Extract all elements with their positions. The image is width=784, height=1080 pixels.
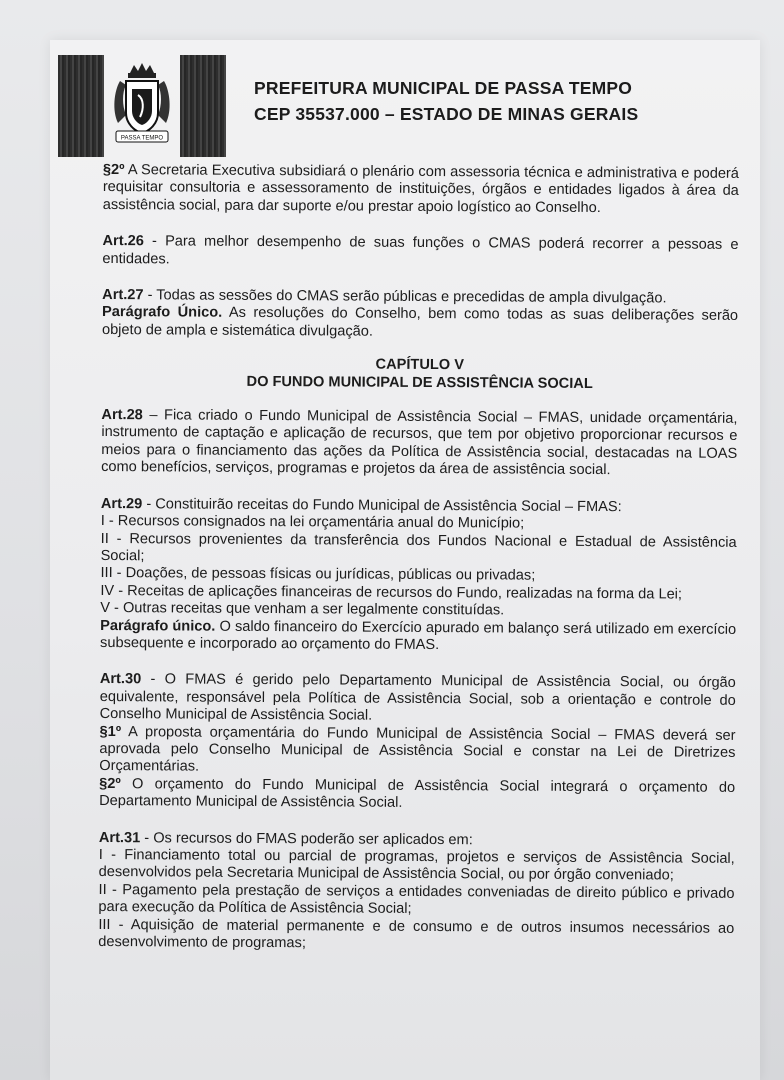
municipality-name: PREFEITURA MUNICIPAL DE PASSA TEMPO xyxy=(254,78,633,98)
article-27-paragraph xyxy=(102,304,738,343)
paragraph-sec2 xyxy=(103,162,739,218)
chapter-title: DO FUNDO MUNICIPAL DE ASSISTÊNCIA SOCIAL xyxy=(246,373,593,392)
article-text: - Todas as sessões do CMAS serão públicas e precedidas de ampla divulgação. xyxy=(143,287,667,307)
paragraph-label: Parágrafo único. xyxy=(100,617,216,635)
article-text: - Os recursos do FMAS poderão ser aplicados em: xyxy=(140,829,473,848)
letterhead-emblem xyxy=(58,55,226,157)
article-label: Art.26 xyxy=(102,233,144,250)
clause-text: A proposta orçamentária do Fundo Municipal de Assistência Social – FMAS deverá ser aprovada pelo Conselho Municipal de Assistência Social e constar na Lei de Diretrizes Orçamentárias. xyxy=(99,723,736,775)
paragraph-label: Parágrafo Único. xyxy=(102,304,223,322)
article-30 xyxy=(100,671,736,727)
letterhead xyxy=(58,55,738,160)
clause-text: A Secretaria Executiva subsidiará o plenário com assessoria técnica e administrativa e poderá requisitar consultoria e assessoramento de instituições, órgãos e entidades ligados à área da assistência social, para dar suporte e/ou prestar apoio logístico ao Conselho. xyxy=(102,162,739,216)
chapter-number: CAPÍTULO V xyxy=(375,356,465,374)
article-text: - Para melhor desempenho de suas funções o CMAS poderá recorrer a pessoas e entidades. xyxy=(102,233,739,268)
article-label: Art.31 xyxy=(98,829,141,846)
list-item: I - Financiamento total ou parcial de programas, projetos e serviços de Assistência Social, desenvolvidos pela Secretaria Municipal de Assistência Social, ou por órgão conveniado; xyxy=(98,846,735,884)
document-body xyxy=(98,162,739,955)
article-29-paragraph xyxy=(100,618,736,657)
article-28 xyxy=(101,407,737,481)
article-text: - O FMAS é gerido pelo Departamento Municipal de Assistência Social, ou órgão equivalente, responsável pela Política de Assistência Social, sob a orientação e controle do Conselho Municipal de Assistência Social. xyxy=(99,671,736,724)
article-label: Art.29 xyxy=(100,495,143,512)
article-26 xyxy=(102,233,738,272)
list-item: III - Doações, de pessoas físicas ou jurídicas, públicas ou privadas; xyxy=(100,565,536,584)
paragraph-text: O saldo financeiro do Exercício apurado em balanço será utilizado em exercício subsequente e incorporado ao orçamento do FMAS. xyxy=(100,618,737,653)
list-item: II - Recursos provenientes da transferência dos Fundos Nacional e Estadual de Assistência Social; xyxy=(100,530,737,565)
flag-stripe-right xyxy=(180,55,226,157)
list-item: III - Aquisição de material permanente e de consumo e de outros insumos necessários ao desenvolvimento de programas; xyxy=(98,916,735,952)
clause-label: §2º xyxy=(102,162,125,179)
flag-stripe-left xyxy=(58,55,104,157)
article-label: Art.27 xyxy=(102,287,144,304)
article-label: Art.30 xyxy=(99,671,142,688)
list-item: IV - Receitas de aplicações financeiras de recursos do Fundo, realizadas na forma da Lei; xyxy=(100,582,683,603)
paragraph-text: As resoluções do Conselho, bem como todas as suas deliberações serão objeto de ampla e sistemática divulgação. xyxy=(101,305,739,340)
coat-of-arms-icon xyxy=(108,61,176,151)
crest-banner-text: PASSA TEMPO xyxy=(120,135,164,142)
list-item: V - Outras receitas que venham a ser legalmente constituídas. xyxy=(100,600,505,619)
clause-label: §1º xyxy=(99,723,122,740)
postal-code-state: CEP 35537.000 – ESTADO DE MINAS GERAIS xyxy=(254,104,639,124)
article-text: – Fica criado o Fundo Municipal de Assistência Social – FMAS, unidade orçamentária, instrumento de captação e aplicação de recursos, que tem por objetivo proporcionar recursos e meios para o financiamento das ações da Política de Assistência social, destacadas na LOAS como benefícios, serviços, programas e projetos da área de assistência social. xyxy=(101,407,738,479)
article-label: Art.28 xyxy=(101,407,143,424)
clause-label: §2º xyxy=(99,775,121,792)
article-30-sec2 xyxy=(99,776,735,815)
letterhead-title xyxy=(254,75,638,127)
list-item: I - Recursos consignados na lei orçamentária anual do Município; xyxy=(100,513,525,532)
clause-text: O orçamento do Fundo Municipal de Assistência Social integrará o orçamento do Departamento Municipal de Assistência Social. xyxy=(99,775,736,812)
article-30-sec1 xyxy=(99,724,735,780)
list-item: II - Pagamento pela prestação de serviços a entidades conveniadas de direito público e privado para execução da Política de Assistência Social; xyxy=(98,881,735,918)
article-text: - Constituirão receitas do Fundo Municipal de Assistência Social – FMAS: xyxy=(142,495,622,515)
